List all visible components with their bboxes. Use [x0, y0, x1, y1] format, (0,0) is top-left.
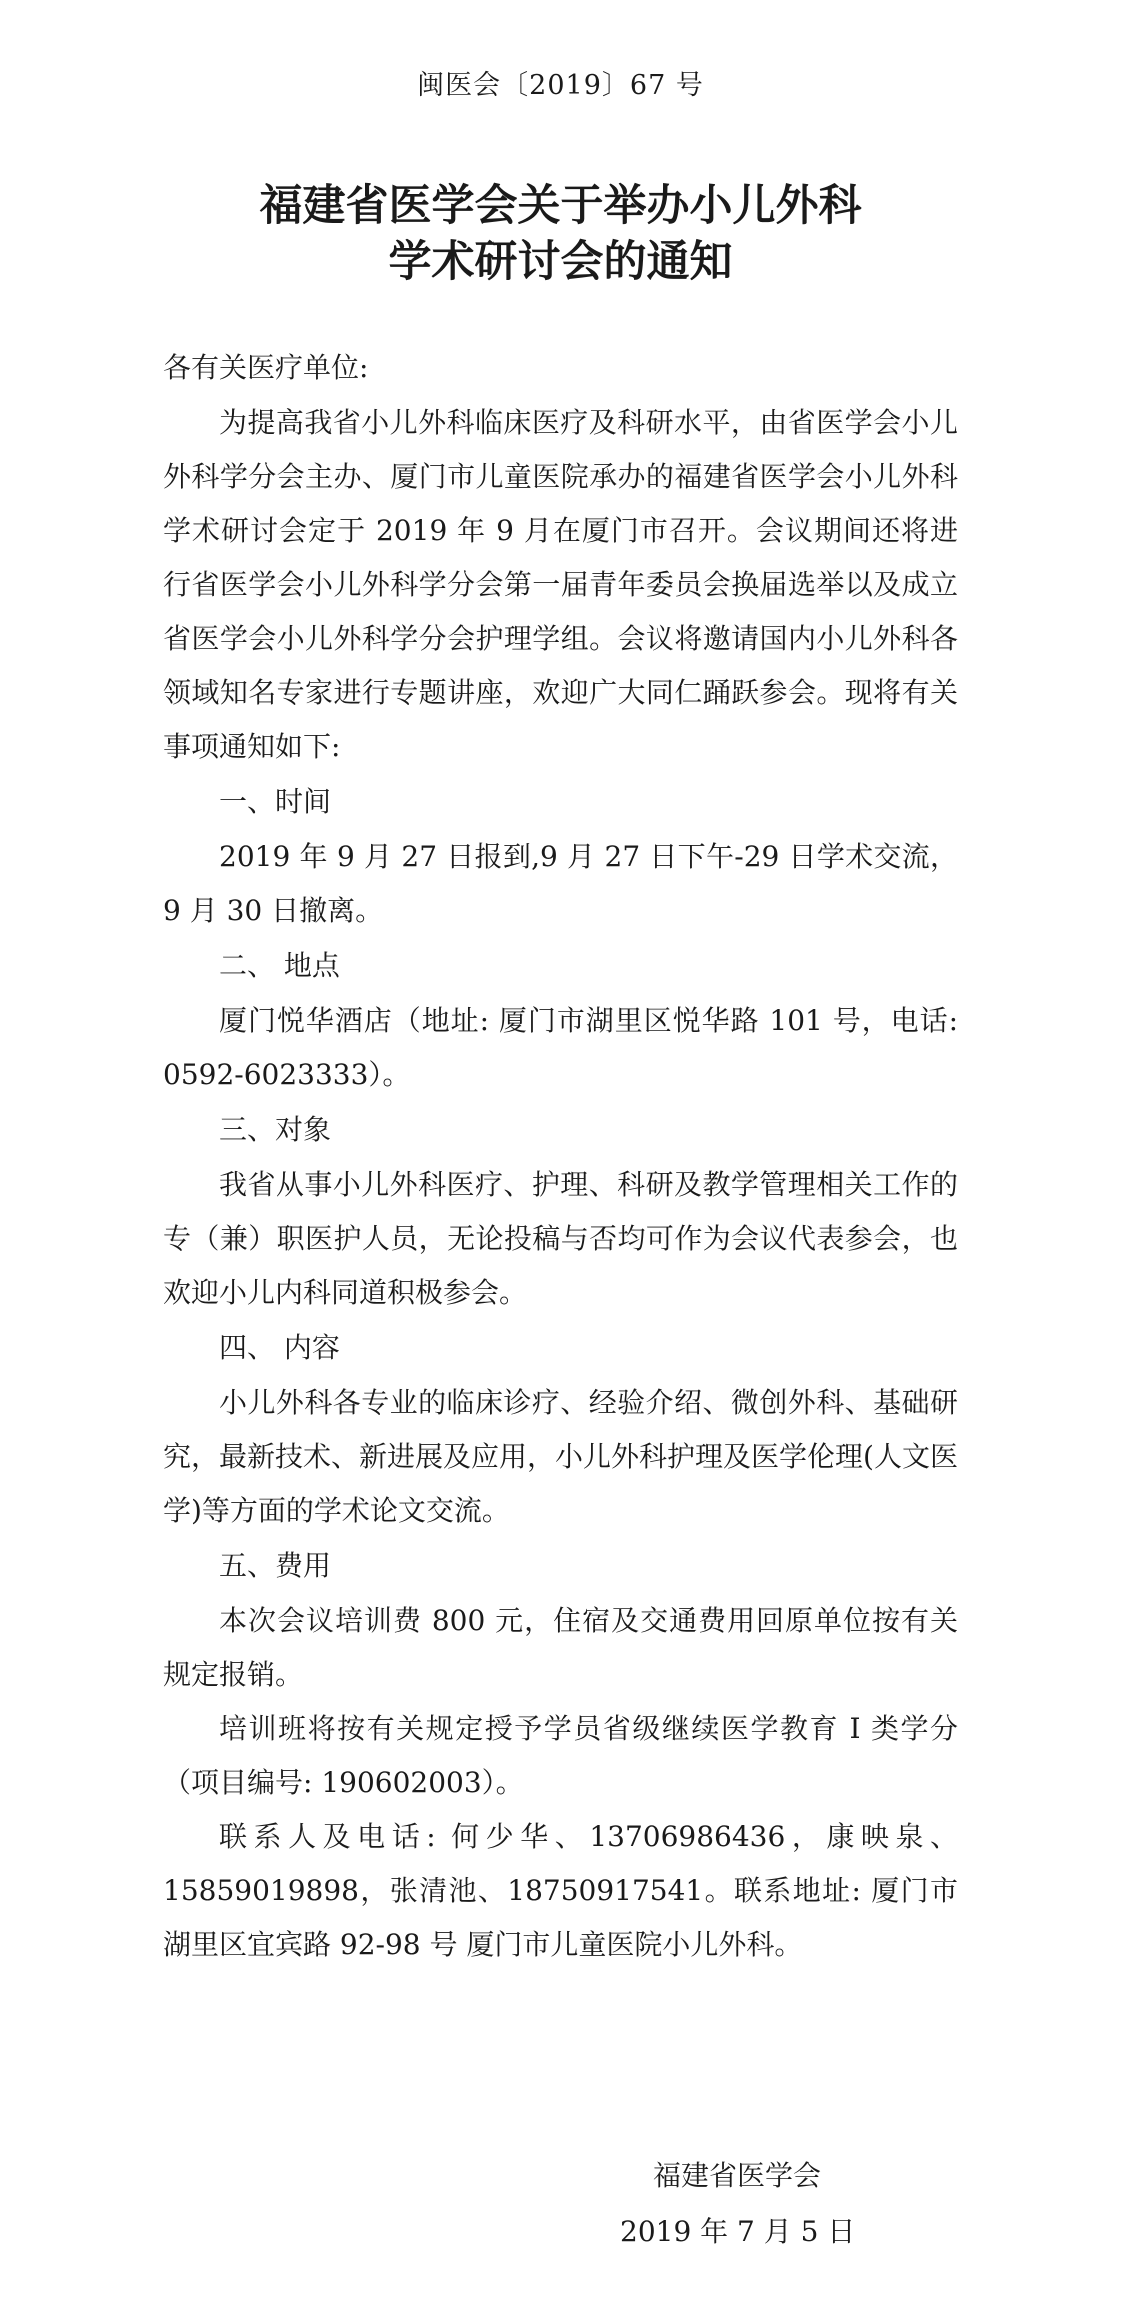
section-heading-time: 一、时间	[219, 785, 332, 818]
section-paragraph-content: 小儿外科各专业的临床诊疗、经验介绍、微创外科、基础研究，最新技术、新进展及应用，小儿外科护理及医学伦理(人文医学)等方面的学术论文交流。	[163, 1386, 958, 1527]
signature-block	[620, 2148, 920, 2260]
section-paragraph-fees: 本次会议培训费 800 元，住宿及交通费用回原单位按有关规定报销。	[163, 1604, 958, 1691]
intro-paragraph: 为提高我省小儿外科临床医疗及科研水平，由省医学会小儿外科学分会主办、厦门市儿童医院承办的福建省医学会小儿外科学术研讨会定于 2019 年 9 月在厦门市召开。会议期间还将进行省医学会小儿外科学分会第一届青年委员会换届选举以及成立省医学会小儿外科学分会护理学组。会议将邀请国内小儿外科各领域知名专家进行专题讲座，欢迎广大同仁踊跃参会。现将有关事项通知如下:	[163, 406, 958, 763]
section-paragraph-credits: 培训班将按有关规定授予学员省级继续医学教育 I 类学分（项目编号: 190602003）。	[163, 1712, 958, 1799]
document-title	[0, 178, 1121, 290]
section-heading-location: 二、 地点	[219, 949, 340, 982]
section-heading-content: 四、 内容	[219, 1331, 340, 1364]
salutation: 各有关医疗单位:	[163, 351, 369, 384]
section-heading-audience: 三、对象	[219, 1113, 332, 1146]
section-paragraph-location: 厦门悦华酒店（地址: 厦门市湖里区悦华路 101 号，电话: 0592-6023333）。	[163, 1004, 958, 1091]
section-paragraph-audience: 我省从事小儿外科医疗、护理、科研及教学管理相关工作的专（兼）职医护人员，无论投稿与否均可作为会议代表参会，也欢迎小儿内科同道积极参会。	[163, 1168, 958, 1309]
section-paragraph-time: 2019 年 9 月 27 日报到,9 月 27 日下午-29 日学术交流，9 月 30 日撤离。	[163, 840, 958, 927]
section-heading-fees: 五、费用	[219, 1549, 332, 1582]
document-body	[163, 340, 958, 1972]
title-line-1: 福建省医学会关于举办小儿外科	[259, 181, 862, 231]
document-number: 闽医会〔2019〕67 号	[417, 70, 704, 101]
title-line-2: 学术研讨会的通知	[388, 237, 733, 287]
signature-organization: 福建省医学会	[653, 2159, 822, 2192]
signature-date: 2019 年 7 月 5 日	[620, 2215, 856, 2248]
section-paragraph-contacts: 联系人及电话: 何少华、13706986436，康映泉、15859019898，张清池、18750917541。联系地址: 厦门市湖里区宜宾路 92-98 号 厦门市儿童医院小儿外科。	[163, 1820, 958, 1961]
